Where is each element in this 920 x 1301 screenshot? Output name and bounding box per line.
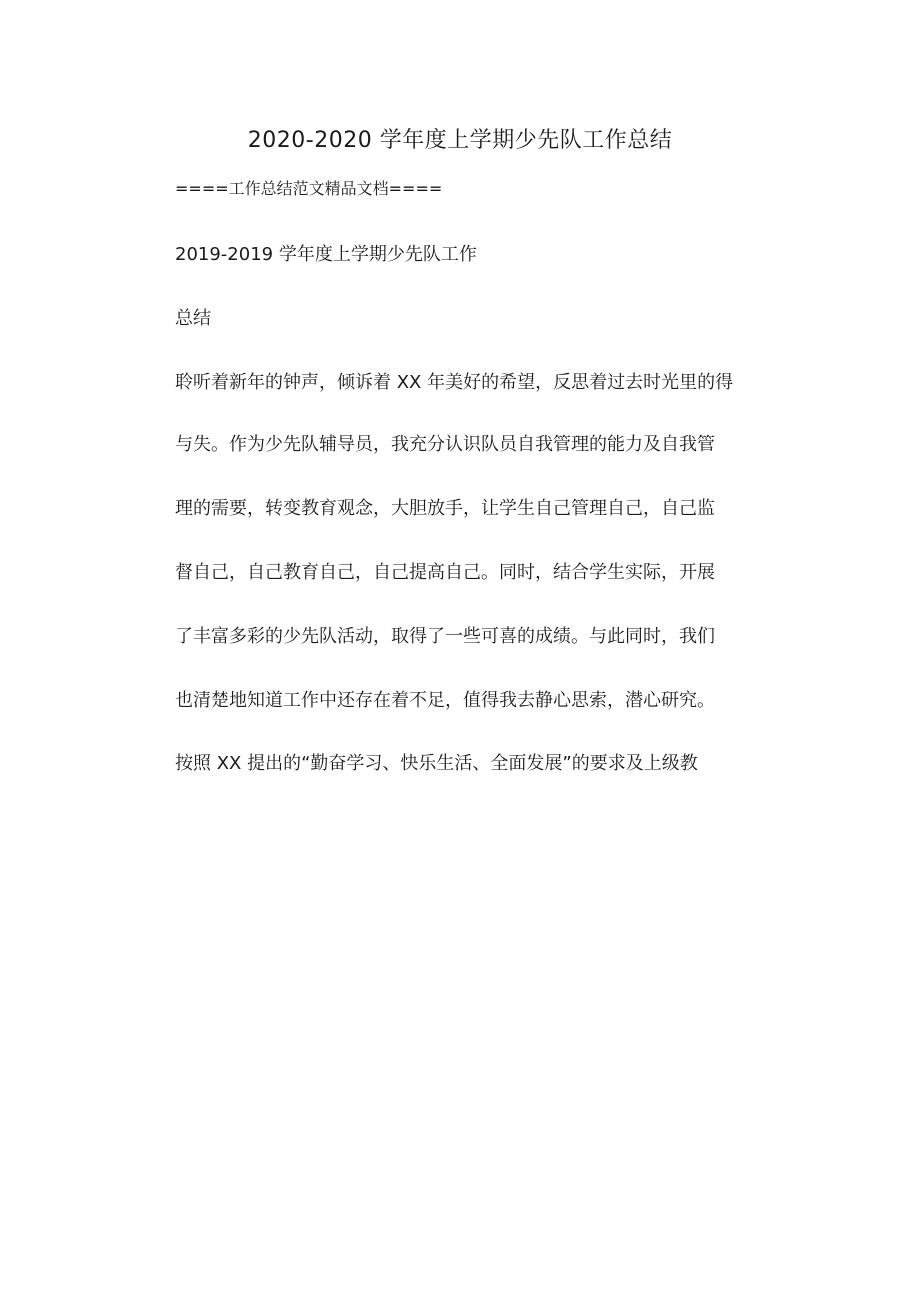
document-subtitle: ====工作总结范文精品文档==== (175, 179, 443, 198)
body-line: 聆听着新年的钟声，倾诉着 XX 年美好的希望，反思着过去时光里的得 (175, 372, 734, 393)
body-line: 也清楚地知道工作中还存在着不足，值得我去静心思索，潜心研究。 (175, 690, 715, 711)
body-line: 了丰富多彩的少先队活动，取得了一些可喜的成绩。与此同时，我们 (175, 626, 715, 647)
body-line: 督自己，自己教育自己，自己提高自己。同时，结合学生实际，开展 (175, 562, 715, 583)
heading-line-1: 2019-2019 学年度上学期少先队工作 (175, 244, 477, 265)
body-line: 按照 XX 提出的“勤奋学习、快乐生活、全面发展”的要求及上级教 (175, 753, 698, 774)
body-line: 理的需要，转变教育观念，大胆放手，让学生自己管理自己，自己监 (175, 498, 715, 519)
heading-line-2: 总结 (175, 308, 211, 329)
document-title: 2020-2020 学年度上学期少先队工作总结 (247, 128, 673, 153)
body-line: 与失。作为少先队辅导员，我充分认识队员自我管理的能力及自我管 (175, 434, 715, 455)
